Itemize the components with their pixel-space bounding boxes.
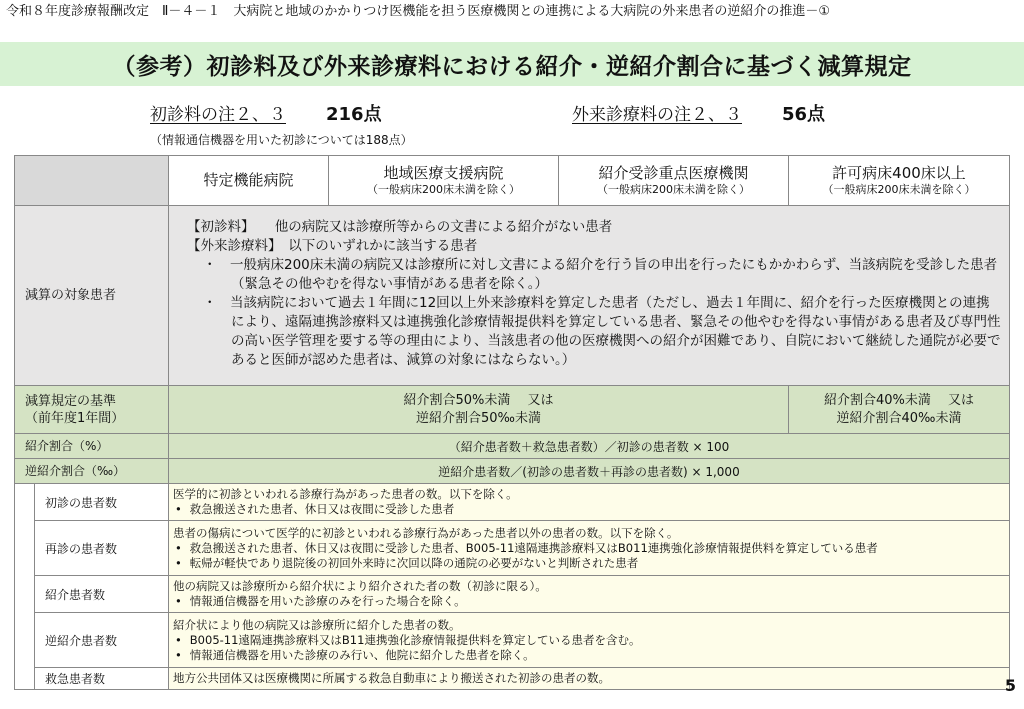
definition-body	[169, 613, 1010, 668]
bullet-glyph: •	[175, 555, 182, 570]
criteria-label-2: （前年度1年間）	[25, 410, 125, 426]
outpatient-fee	[572, 100, 825, 126]
col-tokutei	[169, 156, 329, 206]
col-shokai-name: 紹介受診重点医療機関	[598, 164, 749, 182]
col-tokutei-name: 特定機能病院	[203, 171, 294, 189]
formula-row-reverse	[15, 459, 1010, 484]
bullet-text: 情報通信機器を用いた診療のみを行った場合を除く。	[189, 594, 466, 608]
page-title: （参考）初診料及び外来診療料における紹介・逆紹介割合に基づく減算規定	[112, 53, 912, 80]
definition-row-referral	[15, 576, 1010, 613]
col-chiiki	[329, 156, 559, 206]
definition-bullet	[173, 594, 1005, 609]
definition-body	[169, 576, 1010, 613]
bullet-glyph: •	[175, 594, 182, 608]
definition-row-reverse-referral	[15, 613, 1010, 668]
criteria-label	[15, 386, 169, 434]
criteria-last-1: 紹介割合40%未満 又は	[823, 392, 975, 408]
targets-bullet-1: ・ 一般病床200床未満の病院又は診療所に対し文書による紹介を行う旨の申出を行ったにもかかわらず、当該病院を受診した患者（緊急その他やむを得ない事情がある患者を除く。）	[203, 257, 998, 292]
targets-outpatient: 【外来診療料】 以下のいずれかに該当する患者	[187, 238, 478, 254]
criteria-main-2: 逆紹介割合50‰未満	[416, 410, 541, 426]
criteria-400bed	[789, 386, 1010, 434]
criteria-main-1: 紹介割合50%未満 又は	[403, 392, 554, 408]
breadcrumb: 令和８年度診療報酬改定 Ⅱ－４－１ 大病院と地域のかかりつけ医機能を担う医療機関との連携による大病院の外来患者の逆紹介の推進－①	[6, 4, 831, 19]
targets-first-visit: 【初診料】 他の病院又は診療所等からの文書による紹介がない患者	[187, 219, 613, 235]
definition-body	[169, 668, 1010, 690]
definition-indent	[15, 576, 35, 613]
bullet-text: B005-11遠隔連携診療料又はB11連携強化診療情報提供料を算定している患者を含む。	[189, 632, 641, 647]
targets-body	[169, 206, 1010, 386]
targets-bullet-2: ・ 当該病院において過去１年間に12回以上外来診療料を算定した患者（ただし、過去１年間に、紹介を行った医療機関との連携により、遠隔連携診療料又は連携強化診療情報提供料を算定している患者、緊急その他やむを得ない事情がある患者及び専門性の高い医学管理を要する等の理由により、当該患者の他の医療機関への紹介が困難であり、自院において継続した通院が必要であると医師が認めた患者は、減算の対象にはならない。）	[203, 295, 1001, 368]
col-400bed	[789, 156, 1010, 206]
definition-text: 医学的に初診といわれる診療行為があった患者の数。以下を除く。	[173, 487, 518, 501]
definition-indent	[15, 613, 35, 668]
bullet-glyph: •	[175, 632, 182, 647]
definition-body	[169, 484, 1010, 521]
outpatient-fee-value: 56点	[782, 104, 826, 125]
definition-bullet	[173, 633, 1005, 648]
definition-row-emergency	[15, 668, 1010, 690]
formula-label-reverse: 逆紹介割合（‰）	[15, 459, 169, 484]
definition-body	[169, 521, 1010, 576]
formula-row-intro	[15, 434, 1010, 459]
bullet-glyph: •	[175, 647, 182, 662]
definition-text: 紹介状により他の病院又は診療所に紹介した患者の数。	[173, 617, 461, 632]
bullet-glyph: •	[175, 540, 182, 555]
header-row	[15, 156, 1010, 206]
definition-label: 紹介患者数	[35, 576, 169, 613]
criteria-row	[15, 386, 1010, 434]
formula-value-reverse: 逆紹介患者数／(初診の患者数＋再診の患者数) × 1,000	[169, 459, 1010, 484]
definition-row-first-visit	[15, 484, 1010, 521]
criteria-last-2: 逆紹介割合40‰未満	[836, 410, 962, 426]
criteria-main	[169, 386, 789, 434]
col-shokai-sub: （一般病床200床未満を除く）	[597, 183, 750, 196]
definition-bullet	[173, 556, 1005, 571]
bullet-text: 救急搬送された患者、休日又は夜間に受診した患者、B005-11遠隔連携診療料又はB011連携強化診療情報提供料を算定している患者	[189, 540, 878, 555]
bullet-text: 転帰が軽快であり退院後の初回外来時に次回以降の通院の必要がないと判断された患者	[189, 555, 639, 570]
definition-indent	[15, 668, 35, 690]
col-shokai	[559, 156, 789, 206]
bullet-glyph: •	[175, 502, 182, 516]
definition-indent	[15, 484, 35, 521]
definition-label: 逆紹介患者数	[35, 613, 169, 668]
definition-text: 地方公共団体又は医療機関に所属する救急自動車により搬送された初診の患者の数。	[173, 671, 610, 685]
first-visit-fee-value: 216点	[326, 104, 382, 125]
formula-value-intro: （紹介患者数＋救急患者数）／初診の患者数 × 100	[169, 434, 1010, 459]
definition-text: 患者の傷病について医学的に初診といわれる診療行為があった患者以外の患者の数。以下を除く。	[173, 525, 679, 540]
definition-text: 他の病院又は診療所から紹介状により紹介された者の数（初診に限る）。	[173, 579, 547, 593]
definition-label: 初診の患者数	[35, 484, 169, 521]
targets-row	[15, 206, 1010, 386]
formula-label-intro: 紹介割合（%）	[15, 434, 169, 459]
col-400bed-sub: （一般病床200床未満を除く）	[822, 183, 976, 196]
definition-indent	[15, 521, 35, 576]
definition-row-revisit	[15, 521, 1010, 576]
bullet-text: 情報通信機器を用いた診療のみ行い、他院に紹介した患者を除く。	[189, 647, 535, 662]
definition-bullet	[173, 541, 1005, 556]
header-blank-cell	[15, 156, 169, 206]
outpatient-fee-label: 外来診療料の注２、３	[572, 105, 742, 125]
online-fee-note: （情報通信機器を用いた初診については188点）	[150, 133, 413, 147]
page-number: 5	[1004, 676, 1016, 695]
title-band	[0, 42, 1024, 86]
col-chiiki-name: 地域医療支援病院	[383, 164, 504, 182]
definitions	[15, 484, 1010, 690]
reduction-rules-table	[14, 155, 1010, 690]
definition-label: 救急患者数	[35, 668, 169, 690]
bullet-text: 救急搬送された患者、休日又は夜間に受診した患者	[189, 502, 455, 516]
targets-label: 減算の対象患者	[15, 206, 169, 386]
definition-bullet	[173, 648, 1005, 663]
definition-label: 再診の患者数	[35, 521, 169, 576]
first-visit-fee-label: 初診料の注２、３	[150, 105, 286, 125]
first-visit-fee	[150, 100, 382, 126]
col-chiiki-sub: （一般病床200床未満を除く）	[367, 183, 520, 196]
col-400bed-name: 許可病床400床以上	[832, 164, 966, 182]
definition-bullet	[173, 502, 1005, 517]
criteria-label-1: 減算規定の基準	[25, 393, 117, 409]
